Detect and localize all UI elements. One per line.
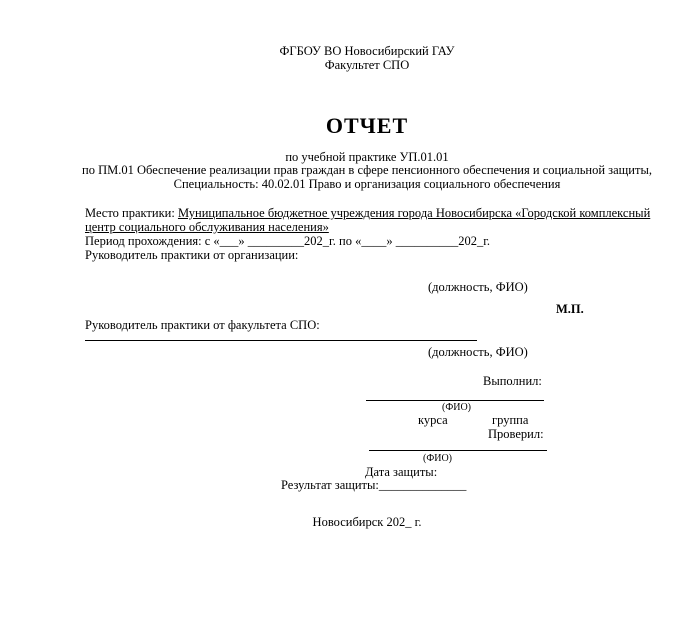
position-name-hint-org: (должность, ФИО) <box>428 280 528 294</box>
subtitle-module: по ПМ.01 Обеспечение реализации прав граждан в сфере пенсионного обеспечения и социальной защиты, <box>82 163 652 177</box>
city-year-line: Новосибирск 202_ г. <box>312 515 422 529</box>
practice-place-line1 <box>85 206 650 220</box>
course-label: курса <box>418 413 448 427</box>
faculty-name: Факультет СПО <box>324 58 410 72</box>
subtitle-practice-code: по учебной практике УП.01.01 <box>285 150 449 164</box>
practice-place-value-line1: Муниципальное бюджетное учреждения города Новосибирска «Городской комплексный <box>177 206 651 220</box>
defense-result-label: Результат защиты:______________ <box>281 478 467 492</box>
stamp-placeholder: М.П. <box>556 302 584 316</box>
faculty-supervisor-signature-line <box>85 340 477 341</box>
practice-place-value-line2: центр социального обслуживания населения» <box>85 220 329 234</box>
faculty-supervisor-label: Руководитель практики от факультета СПО: <box>85 318 320 332</box>
checked-by-label: Проверил: <box>488 427 544 441</box>
group-label: группа <box>492 413 529 427</box>
document-title: ОТЧЕТ <box>325 113 409 138</box>
org-supervisor-label: Руководитель практики от организации: <box>85 248 299 262</box>
completed-by-signature-line <box>366 400 544 401</box>
checked-by-signature-line <box>369 450 547 451</box>
position-name-hint-faculty: (должность, ФИО) <box>428 345 528 359</box>
subtitle-specialty: Специальность: 40.02.01 Право и организация социального обеспечения <box>173 177 561 191</box>
practice-place-label: Место практики: <box>85 206 178 220</box>
practice-period-line: Период прохождения: с «___» _________202_г. по «____» __________202_г. <box>85 234 491 248</box>
institution-name: ФГБОУ ВО Новосибирский ГАУ <box>279 44 455 58</box>
fio-hint-completed: (ФИО) <box>442 402 472 413</box>
defense-date-label: Дата защиты: <box>365 465 438 479</box>
completed-by-label: Выполнил: <box>483 374 542 388</box>
fio-hint-checked: (ФИО) <box>423 453 453 464</box>
